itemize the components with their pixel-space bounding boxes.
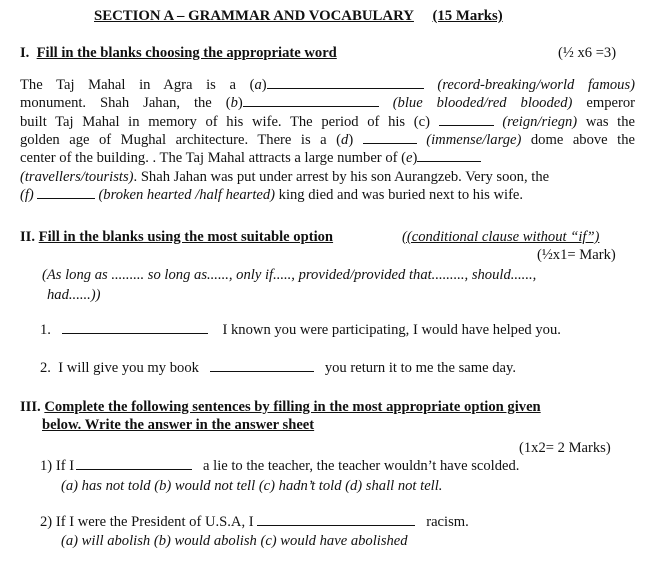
q1-line-4: [20, 131, 635, 149]
q1-line-6-options: (travellers/tourists): [20, 168, 134, 185]
blank-d[interactable]: [363, 131, 417, 144]
q3-blank-1[interactable]: [76, 457, 192, 470]
q2-item-2-text-before: I will give you my book: [58, 360, 199, 376]
q1-line-5-paren: ): [412, 150, 418, 167]
q2-item-1-number: 1.: [40, 322, 51, 338]
q2-item-1: [40, 321, 561, 339]
q1-line-7-letter: (f): [20, 186, 34, 203]
q3-marks: (1x2= 2 Marks): [519, 440, 611, 456]
q1-line-6: [20, 168, 549, 186]
section-title: [94, 7, 503, 25]
q1-marks: (½ x6 =3): [558, 45, 617, 61]
blank-c[interactable]: [439, 113, 494, 126]
q1-line-4-tail: dome above the: [521, 131, 636, 148]
q1-number: I.: [20, 45, 30, 61]
q2-header: [20, 228, 333, 246]
q1-line-2: [20, 94, 635, 112]
q1-line-3: [20, 113, 635, 131]
q1-line-7-options: (broken hearted /half hearted): [98, 186, 276, 203]
q3-item-2-number: 2): [40, 514, 53, 530]
q1-line-2-tail: emperor: [572, 95, 635, 112]
q1-heading: Fill in the blanks choosing the appropriate word: [36, 45, 337, 61]
q3-item-1-text-before: If I: [55, 458, 75, 474]
q1-line-3-text: built Taj Mahal in memory of his wife. The period of his (c): [20, 113, 439, 130]
q1-line-5: [20, 149, 635, 167]
q1-line-1-text: The Taj Mahal in Agra is a (: [20, 77, 255, 93]
q3-heading-line-2: below. Write the answer in the answer sheet: [42, 417, 315, 433]
blank-b[interactable]: [243, 94, 379, 107]
q2-options-line-2: had......)): [47, 287, 101, 303]
q1-line-7: [20, 186, 523, 204]
q1-line-4-paren: ): [348, 131, 363, 148]
blank-f[interactable]: [37, 186, 95, 199]
q1-line-2-letter: b: [230, 95, 238, 112]
q3-item-1-number: 1): [40, 458, 53, 474]
q3-item-2-text-before: If I were the President of U.S.A, I: [55, 514, 254, 530]
q1-line-6-tail: . Shah Jahan was put under arrest by his son Aurangzeb. Very soon, the: [133, 168, 550, 185]
q1-header: [20, 44, 337, 62]
q3-item-1-options: (a) has not told (b) would not tell (c) hadn’t told (d) shall not tell.: [61, 478, 443, 494]
q1-line-3-options: (reign/riegn): [502, 113, 578, 130]
q3-heading-line-1: Complete the following sentences by filling in the most appropriate option given: [44, 399, 541, 415]
q1-line-5-text: center of the building. . The Taj Mahal attracts a large number of (: [20, 150, 406, 167]
section-marks: (15 Marks): [432, 8, 503, 24]
q3-item-2-options: (a) will abolish (b) would abolish (c) would have abolished: [61, 533, 408, 549]
q3-item-2: [40, 513, 469, 531]
q2-blank-2[interactable]: [210, 359, 314, 372]
q3-item-1: [40, 457, 519, 475]
q1-line-3-tail: was the: [577, 113, 636, 130]
blank-a[interactable]: [267, 76, 424, 89]
q1-line-2-options: (blue blooded/red blooded): [392, 95, 573, 112]
q2-marks: (½x1= Mark): [537, 247, 616, 263]
q3-item-1-text-after: a lie to the teacher, the teacher wouldn’t have scolded.: [203, 458, 520, 474]
q2-number: II.: [20, 229, 36, 245]
q1-line-5-letter: e: [406, 150, 413, 167]
q1-line-2-paren: ): [237, 95, 243, 112]
q1-line-7-tail: king died and was buried next to his wife.: [275, 186, 524, 203]
blank-e[interactable]: [417, 149, 481, 162]
q1-line-1-letter: a: [254, 77, 262, 93]
q1-line-1-options: (record-breaking/world famous): [437, 77, 635, 93]
q3-item-2-text-after: racism.: [426, 514, 469, 530]
q1-line-1: [20, 76, 635, 94]
q2-blank-1[interactable]: [62, 321, 208, 334]
q2-item-2-text-after: you return it to me the same day.: [324, 360, 516, 376]
q1-line-1-paren: ): [261, 77, 267, 93]
q3-blank-2[interactable]: [257, 513, 415, 526]
q2-item-1-text: I known you were participating, I would have helped you.: [222, 322, 561, 338]
q2-item-2: [40, 359, 516, 377]
q2-subtitle: ((conditional clause without “if”): [402, 229, 600, 245]
q1-line-4-letter: d: [341, 131, 349, 148]
q1-line-4-options: (immense/large): [426, 131, 522, 148]
q2-item-2-number: 2.: [40, 360, 51, 376]
q1-line-2-text: monument. Shah Jahan, the (: [20, 95, 231, 112]
q2-heading: Fill in the blanks using the most suitable option: [38, 229, 334, 245]
q2-options-line-1: (As long as ......... so long as......, only if....., provided/provided that........., should......,: [42, 267, 537, 283]
section-title-text: SECTION A – GRAMMAR AND VOCABULARY: [94, 8, 414, 24]
q1-line-4-text: golden age of Mughal architecture. There is a (: [20, 131, 342, 148]
q3-header: [20, 398, 541, 416]
q3-number: III.: [20, 399, 41, 415]
